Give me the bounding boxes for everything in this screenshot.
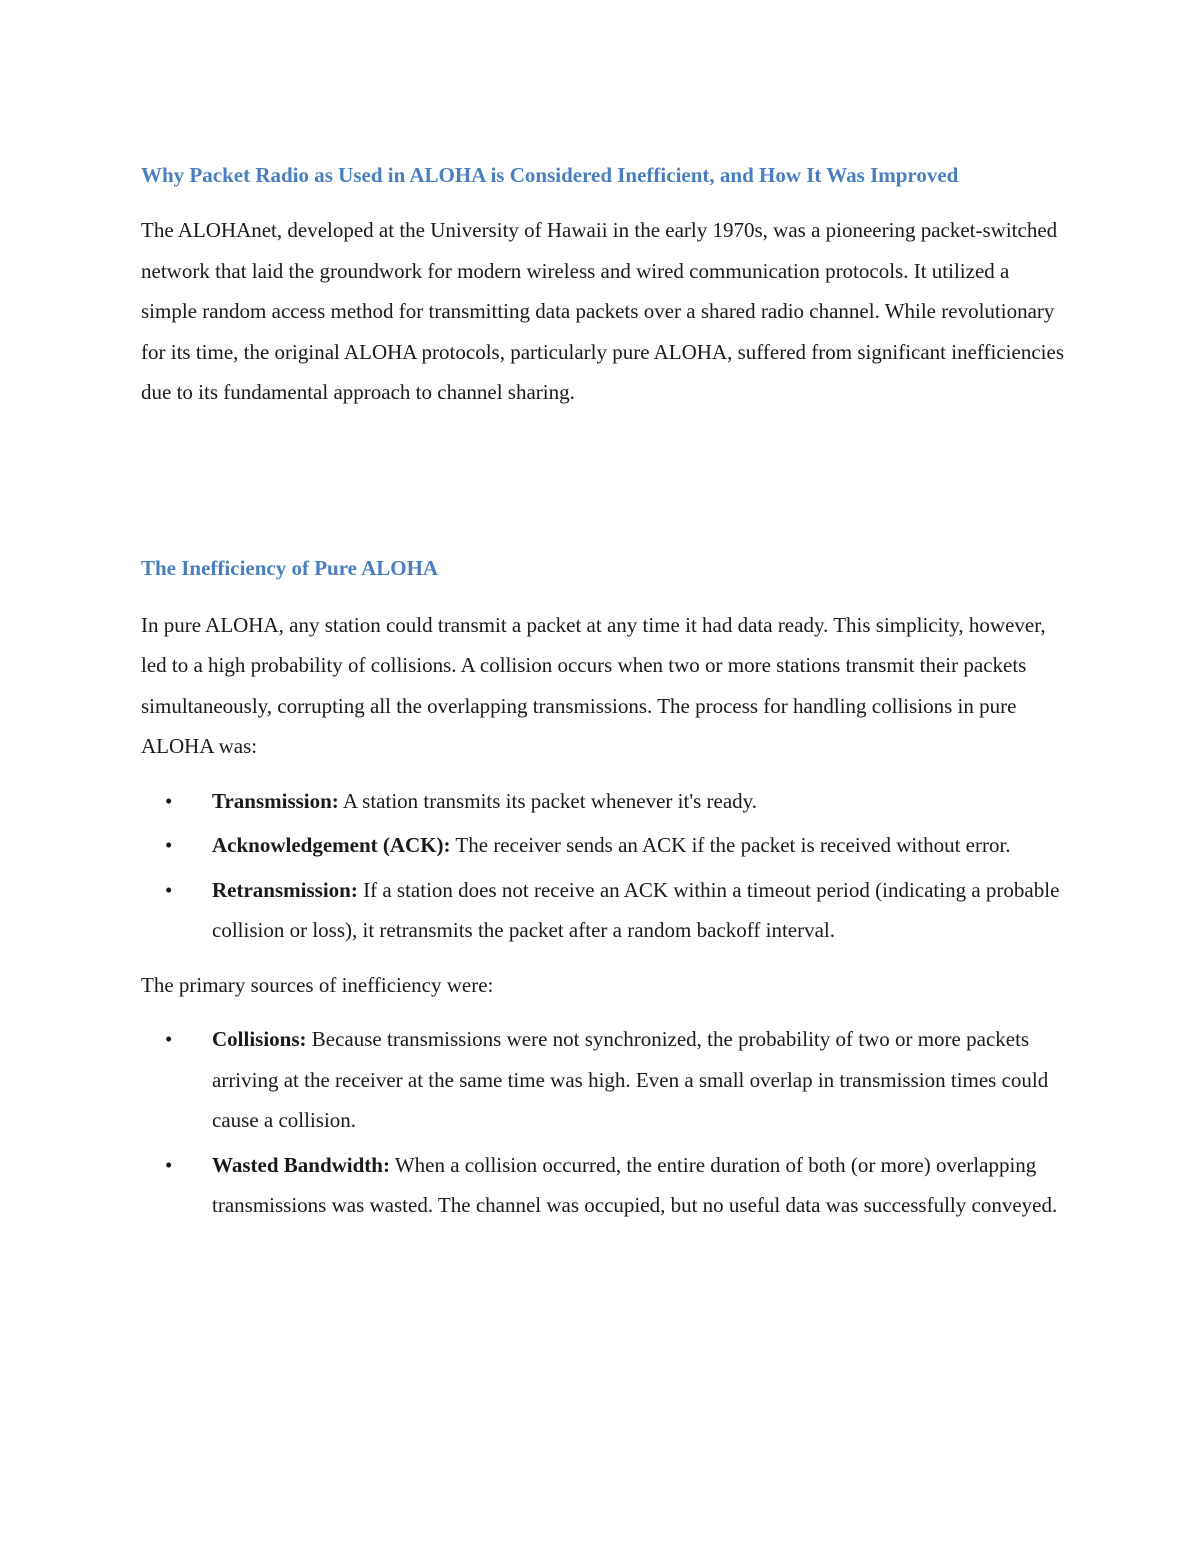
list-item-text: The receiver sends an ACK if the packet is received without error.: [450, 833, 1011, 857]
list-item: [141, 1019, 1066, 1141]
process-list: [141, 781, 1066, 951]
list-item-text: Because transmissions were not synchronized, the probability of two or more packets arriving at the receiver at the same time was high. Even a small overlap in transmission times could cause a collision.: [212, 1027, 1049, 1132]
bullet-icon: •: [165, 788, 173, 813]
list-item-term: Transmission:: [212, 788, 339, 813]
bullet-icon: •: [165, 833, 173, 857]
section-paragraph: In pure ALOHA, any station could transmit a packet at any time it had data ready. This simplicity, however, led to a high probability of collisions. A collision occurs when two or more stations transmit their packets simultaneously, corrupting all the overlapping transmissions. The process for handling collisions in pure ALOHA was:: [141, 612, 1046, 758]
list-item-text: When a collision occurred, the entire duration of both (or more) overlapping transmissions was wasted. The channel was occupied, but no useful data was successfully conveyed.: [212, 1152, 1058, 1217]
list-item-text: A station transmits its packet whenever it's ready.: [338, 788, 758, 813]
list-item-text: If a station does not receive an ACK within a timeout period (indicating a probable collision or loss), it retransmits the packet after a random backoff interval.: [212, 877, 1060, 942]
sources-intro: The primary sources of inefficiency were:: [141, 972, 494, 997]
list-item-term: Wasted Bandwidth:: [212, 1152, 390, 1177]
list-item-term: Acknowledgement (ACK):: [212, 833, 451, 857]
list-item: [141, 825, 1066, 866]
section-heading: The Inefficiency of Pure ALOHA: [141, 555, 439, 580]
bullet-icon: •: [165, 1027, 173, 1051]
bullet-icon: •: [165, 877, 173, 902]
list-item: [141, 781, 1066, 822]
sources-list: [141, 1019, 1066, 1226]
list-item-term: Collisions:: [212, 1027, 307, 1051]
document-title: Why Packet Radio as Used in ALOHA is Considered Inefficient, and How It Was Improved: [141, 163, 959, 187]
intro-paragraph: The ALOHAnet, developed at the University of Hawaii in the early 1970s, was a pioneering packet-switched network that laid the groundwork for modern wireless and wired communication protocols. It utilized a simple random access method for transmitting data packets over a shared radio channel. While revolutionary for its time, the original ALOHA protocols, particularly pure ALOHA, suffered from significant inefficiencies due to its fundamental approach to channel sharing.: [141, 218, 1064, 404]
list-item: [141, 1145, 1066, 1226]
document-page: [141, 155, 1066, 1230]
list-item-term: Retransmission:: [212, 877, 358, 902]
bullet-icon: •: [165, 1152, 173, 1177]
list-item: [141, 870, 1066, 951]
